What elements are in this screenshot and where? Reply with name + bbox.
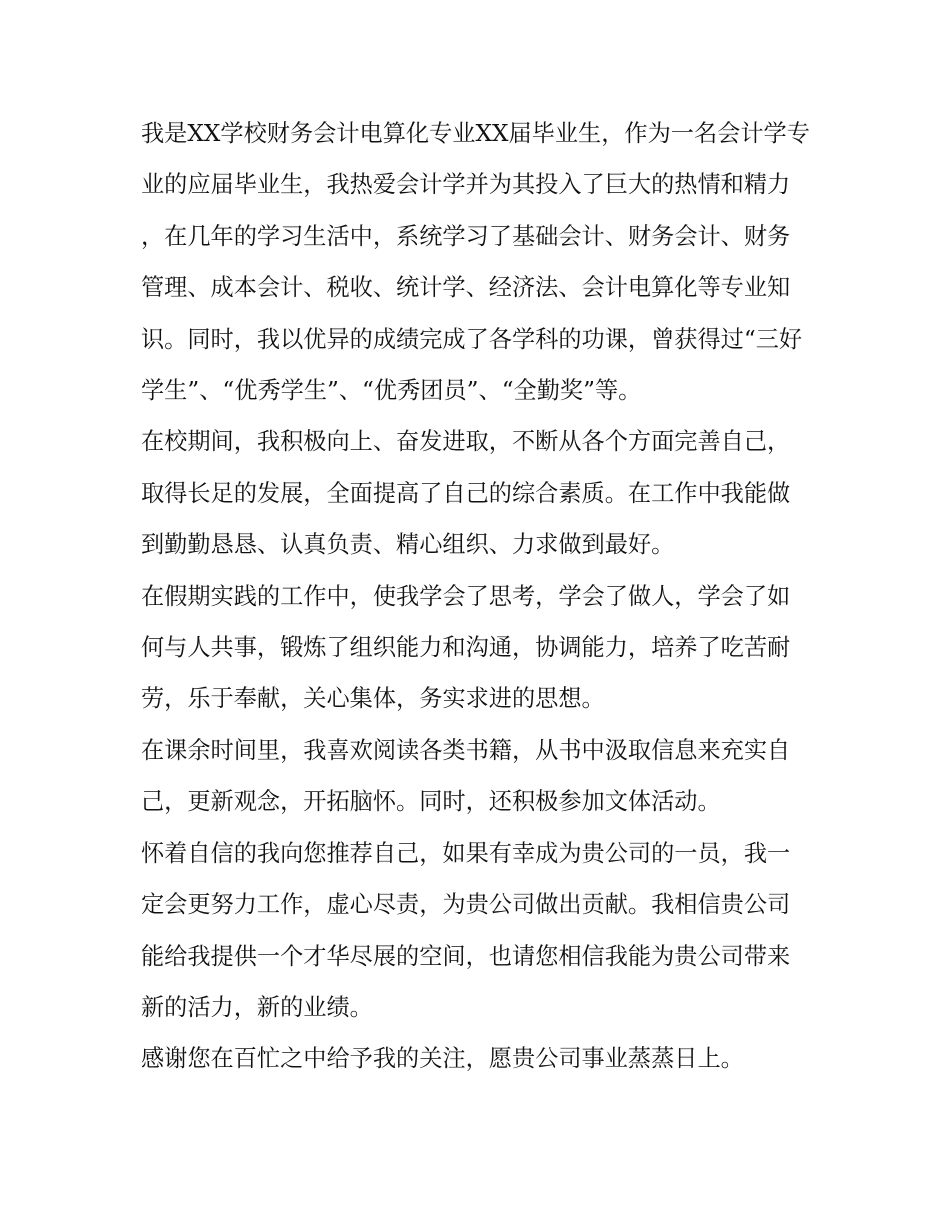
paragraph-education: 我是XX学校财务会计电算化专业XX届毕业生，作为一名会计学专业的应届毕业生，我热爱会计学并为其投入了巨大的热情和精力，在几年的学习生活中，系统学习了基础会计、财务会计、财务管理、成本会计、税收、统计学、经济法、会计电算化等专业知识。同时，我以优异的成绩完成了各学科的功课，曾获得过“三好学生”、“优秀学生”、“优秀团员”、“全勤奖”等。 [141, 120, 810, 405]
paragraph-spare-time: 在课余时间里，我喜欢阅读各类书籍，从书中汲取信息来充实自己，更新观念，开拓脑怀。同时，还积极参加文体活动。 [141, 736, 791, 816]
paragraph-recommendation: 怀着自信的我向您推荐自己，如果有幸成为贵公司的一员，我一定会更努力工作，虚心尽责，为贵公司做出贡献。我相信贵公司能给我提供一个才华尽展的空间，也请您相信我能为贵公司带来新的活力，新的业绩。 [141, 839, 791, 1021]
paragraph-practice: 在假期实践的工作中，使我学会了思考，学会了做人，学会了如何与人共事，锻炼了组织能力和沟通，协调能力，培养了吃苦耐劳，乐于奉献，关心集体，务实求进的思想。 [141, 582, 791, 713]
paragraph-thanks: 感谢您在百忙之中给予我的关注，愿贵公司事业蒸蒸日上。 [141, 1045, 744, 1073]
document-page [141, 108, 813, 1085]
paragraph-campus: 在校期间，我积极向上、奋发进取，不断从各个方面完善自己，取得长足的发展，全面提高了自己的综合素质。在工作中我能做到勤勤恳恳、认真负责、精心组织、力求做到最好。 [141, 428, 791, 559]
